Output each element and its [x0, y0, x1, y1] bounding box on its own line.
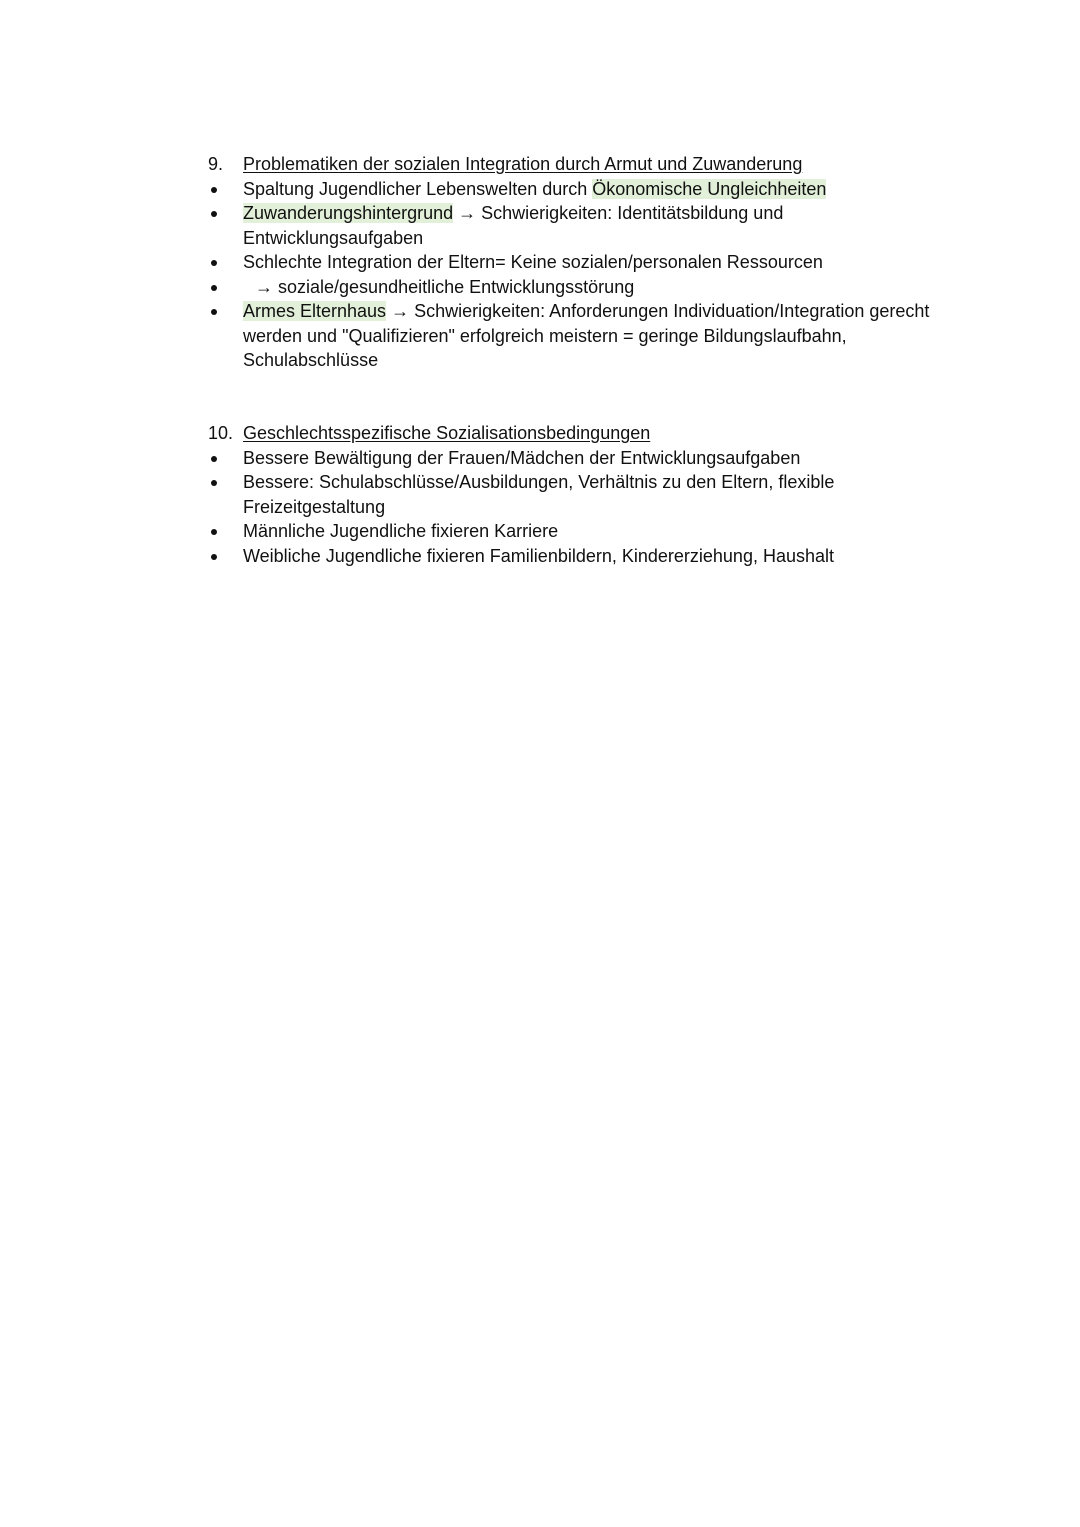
- bullet-icon: [211, 187, 217, 193]
- list-item: [208, 519, 948, 544]
- list-item-text: Bessere: Schulabschlüsse/Ausbildungen, Verhältnis zu den Eltern, flexible Freizeitgestaltung: [243, 472, 835, 517]
- bullet-icon: [211, 309, 217, 315]
- bullet-icon: [211, 480, 217, 486]
- section-10-heading: [208, 421, 948, 446]
- list-item: [208, 250, 948, 275]
- section-number: 10.: [208, 423, 234, 443]
- list-item-text: Spaltung Jugendlicher Lebenswelten durch Ökonomische Ungleichheiten: [243, 178, 827, 199]
- section-9: [208, 152, 948, 373]
- highlighted-text: Ökonomische Ungleichheiten: [592, 178, 827, 199]
- list-item-text: Bessere Bewältigung der Frauen/Mädchen der Entwicklungsaufgaben: [243, 447, 801, 468]
- section-title: Geschlechtsspezifische Sozialisationsbedingungen: [243, 423, 651, 443]
- list-item: [208, 201, 963, 250]
- list-item-continuation: → soziale/gesundheitliche Entwicklungsstörung: [255, 276, 635, 297]
- bullet-icon: [211, 554, 217, 560]
- bullet-icon: [211, 529, 217, 535]
- section-number: 9.: [208, 154, 224, 174]
- section-title: Problematiken der sozialen Integration durch Armut und Zuwanderung: [243, 154, 803, 174]
- bullet-icon: [211, 285, 217, 291]
- list-item-text: Schlechte Integration der Eltern= Keine sozialen/personalen Ressourcen: [243, 252, 823, 272]
- list-item-text: Weibliche Jugendliche fixieren Familienbildern, Kindererziehung, Haushalt: [243, 545, 834, 566]
- section-9-heading: [208, 152, 948, 177]
- list-item-text: Armes Elternhaus → Schwierigkeiten: Anforderungen Individuation/Integration gerecht werden und "Qualifizieren" erfolgreich meistern = geringe Bildungslaufbahn, Schulabschlüsse: [243, 301, 930, 370]
- section-10: [208, 421, 948, 568]
- list-item: [208, 275, 948, 300]
- list-item: [208, 446, 948, 471]
- bullet-icon: [211, 260, 217, 266]
- bullet-icon: [211, 456, 217, 462]
- bullet-icon: [211, 211, 217, 217]
- list-item-text: Zuwanderungshintergrund → Schwierigkeiten: Identitätsbildung und Entwicklungsaufgaben: [243, 203, 784, 248]
- list-item: [208, 544, 948, 569]
- list-item: [208, 470, 883, 519]
- list-item: [208, 177, 948, 202]
- highlighted-text: Armes Elternhaus: [243, 301, 387, 321]
- list-item-text: Männliche Jugendliche fixieren Karriere: [243, 521, 559, 541]
- highlighted-text: Zuwanderungshintergrund: [243, 203, 454, 223]
- list-item: [208, 299, 963, 373]
